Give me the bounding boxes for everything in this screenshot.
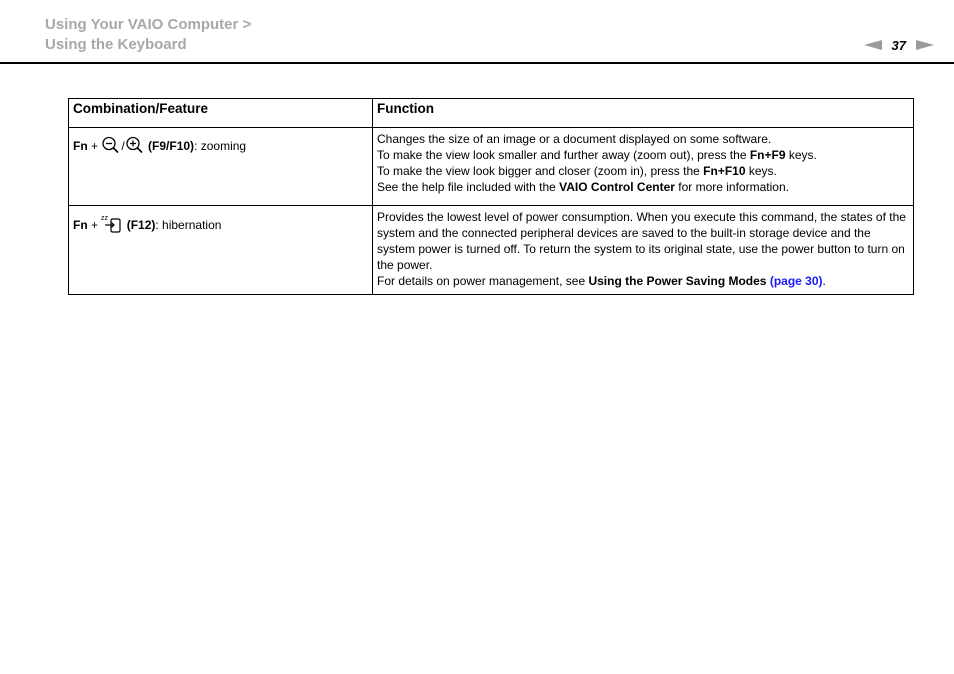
breadcrumb-parent[interactable]: Using Your VAIO Computer > xyxy=(45,16,252,33)
table-row xyxy=(69,206,914,295)
vaio-control-center-name: VAIO Control Center xyxy=(559,180,675,194)
fn-key-label: Fn xyxy=(73,218,88,233)
key-combo-fn-f10: Fn+F10 xyxy=(703,164,746,178)
page-number: 37 xyxy=(891,37,906,53)
function-description-cell xyxy=(373,206,914,295)
pager xyxy=(864,36,934,54)
description-line: Changes the size of an image or a document displayed on some software. xyxy=(377,132,772,146)
page-30-link[interactable]: (page 30) xyxy=(769,274,823,288)
description-line: See the help file included with the VAIO Control Center for more information. xyxy=(377,180,789,194)
combination-cell xyxy=(69,128,373,206)
plus-sign: + xyxy=(87,139,102,154)
feature-name: : hibernation xyxy=(155,218,222,233)
function-keys-label: (F9/F10) xyxy=(148,139,195,154)
next-page-arrow-icon[interactable] xyxy=(916,40,934,50)
table-header-row xyxy=(69,99,914,128)
hibernation-icon-zz: zz xyxy=(101,215,109,222)
header-divider xyxy=(0,62,954,64)
key-combo-fn-f9: Fn+F9 xyxy=(749,148,786,162)
column-header-function: Function xyxy=(373,99,914,128)
function-keys-label: (F12) xyxy=(126,218,156,233)
zoom-out-icon xyxy=(101,136,121,158)
description-line: To make the view look bigger and closer (zoom in), press the Fn+F10 keys. xyxy=(377,164,777,178)
combination-cell xyxy=(69,206,373,295)
description-paragraph: Provides the lowest level of power consumption. When you execute this command, the states of the system and the connected peripheral devices are saved to the built-in storage device and the system power is turned off. To return the system to its original state, use the power button to turn on the power. xyxy=(377,210,906,272)
table-row xyxy=(69,128,914,206)
power-saving-modes-reference: Using the Power Saving Modes xyxy=(588,274,767,288)
breadcrumb-current[interactable]: Using the Keyboard xyxy=(45,36,187,53)
zoom-in-icon xyxy=(125,136,145,158)
description-line: To make the view look smaller and further away (zoom out), press the Fn+F9 keys. xyxy=(377,148,817,162)
key-combination-table xyxy=(68,98,914,295)
function-description-cell xyxy=(373,128,914,206)
icon-separator: / xyxy=(121,139,125,154)
details-line: For details on power management, see Using the Power Saving Modes (page 30). xyxy=(377,274,826,288)
hibernation-icon xyxy=(101,214,123,238)
fn-key-label: Fn xyxy=(73,139,88,154)
previous-page-arrow-icon[interactable] xyxy=(864,40,882,50)
feature-name: : zooming xyxy=(194,139,247,154)
plus-sign: + xyxy=(87,218,102,233)
column-header-combination: Combination/Feature xyxy=(69,99,373,128)
